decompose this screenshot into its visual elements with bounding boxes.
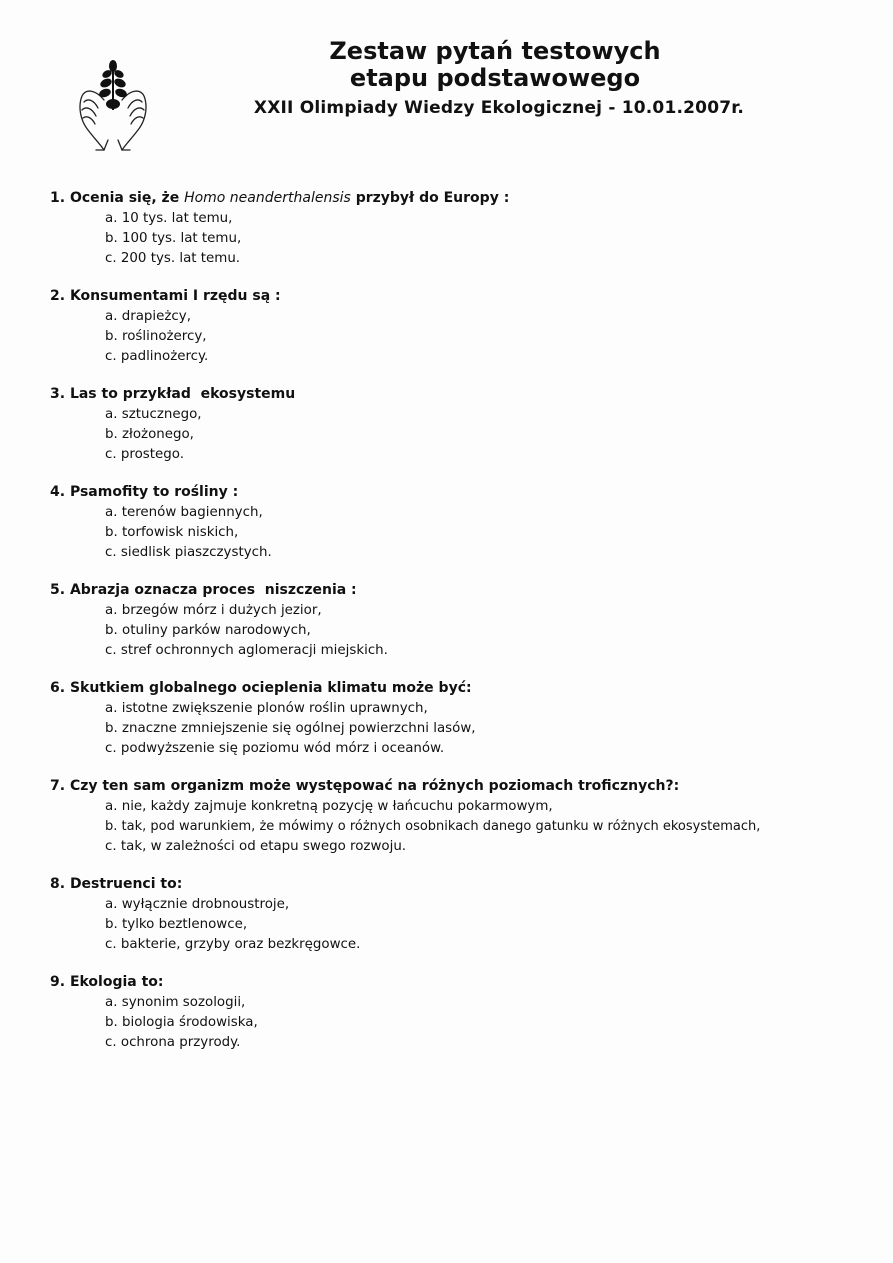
question-text: Destruenci to: <box>69 876 183 892</box>
answer-option: a. brzegów mórz i dużych jezior, <box>105 603 322 618</box>
question-title <box>50 972 850 993</box>
answer-option: c. padlinożercy. <box>105 349 209 364</box>
answer-option: b. otuliny parków narodowych, <box>105 623 311 638</box>
title-line-1: Zestaw pytań testowych <box>329 37 661 65</box>
question-text: Abrazja oznacza proces niszczenia : <box>69 582 357 598</box>
question-title <box>50 874 850 895</box>
question-title <box>50 286 850 307</box>
question-text: Ekologia to: <box>69 974 164 990</box>
answer-option: c. bakterie, grzyby oraz bezkręgowce. <box>105 937 361 952</box>
question-text: Konsumentami I rzędu są : <box>69 288 281 304</box>
question-2 <box>50 286 850 367</box>
question-title <box>50 678 850 699</box>
question-text: Las to przykład ekosystemu <box>69 386 296 402</box>
answer-option: b. biologia środowiska, <box>105 1015 258 1030</box>
question-number: 5. <box>50 582 66 598</box>
answer-option: c. siedlisk piaszczystych. <box>105 545 272 560</box>
answer-option: a. istotne zwiększenie plonów roślin uprawnych, <box>105 701 428 716</box>
answer-option: b. torfowisk niskich, <box>105 525 239 540</box>
answer-option: b. złożonego, <box>105 427 194 442</box>
olympiad-logo-hands-plant-icon <box>74 58 152 156</box>
question-6 <box>50 678 850 759</box>
answer-option: c. prostego. <box>105 447 184 462</box>
question-title <box>50 188 850 209</box>
answer-option: c. ochrona przyrody. <box>105 1035 241 1050</box>
answer-option: a. nie, każdy zajmuje konkretną pozycję w łańcuchu pokarmowym, <box>105 799 553 814</box>
question-number: 1. <box>50 190 66 206</box>
subtitle: XXII Olimpiady Wiedzy Ekologicznej - 10.01.2007r. <box>253 98 745 118</box>
question-number: 7. <box>50 778 66 794</box>
question-text: Czy ten sam organizm może występować na różnych poziomach troficznych?: <box>69 778 680 794</box>
answer-option: b. tylko beztlenowce, <box>105 917 248 932</box>
answer-option: a. drapieżcy, <box>105 309 191 324</box>
question-text: Skutkiem globalnego ocieplenia klimatu może być: <box>69 680 472 696</box>
answer-option: c. tak, w zależności od etapu swego rozwoju. <box>105 839 407 854</box>
question-text-italic: Homo neanderthalensis <box>184 190 351 206</box>
question-title <box>50 384 850 405</box>
title-line-2: etapu podstawowego <box>349 64 641 92</box>
answer-option: a. wyłącznie drobnoustroje, <box>105 897 290 912</box>
document-header <box>200 38 800 119</box>
question-number: 8. <box>50 876 66 892</box>
answer-option: a. synonim sozologii, <box>105 995 246 1010</box>
question-number: 2. <box>50 288 66 304</box>
answer-option: c. stref ochronnych aglomeracji miejskich. <box>105 643 388 658</box>
question-3 <box>50 384 850 465</box>
question-number: 4. <box>50 484 66 500</box>
question-title <box>50 776 850 797</box>
question-8 <box>50 874 850 955</box>
answer-option: b. znaczne zmniejszenie się ogólnej powierzchni lasów, <box>105 721 476 736</box>
answer-option: c. podwyższenie się poziomu wód mórz i oceanów. <box>105 741 445 756</box>
question-text-after: przybył do Europy : <box>355 190 510 206</box>
question-5 <box>50 580 850 661</box>
question-number: 6. <box>50 680 66 696</box>
question-text: Psamofity to rośliny : <box>69 484 239 500</box>
answer-option: c. 200 tys. lat temu. <box>105 251 241 266</box>
answer-option: b. 100 tys. lat temu, <box>105 231 242 246</box>
question-title <box>50 482 850 503</box>
answer-option: a. 10 tys. lat temu, <box>105 211 233 226</box>
answer-option: a. sztucznego, <box>105 407 202 422</box>
question-9 <box>50 972 850 1053</box>
question-7 <box>50 776 850 857</box>
question-list <box>50 188 850 1070</box>
answer-option: a. terenów bagiennych, <box>105 505 263 520</box>
question-1 <box>50 188 850 269</box>
question-4 <box>50 482 850 563</box>
answer-option: b. tak, pod warunkiem, że mówimy o różnych osobnikach danego gatunku w różnych ekosystemach, <box>105 819 761 834</box>
answer-option: b. roślinożercy, <box>105 329 207 344</box>
question-number: 9. <box>50 974 66 990</box>
question-text-before: Ocenia się, że <box>69 190 180 206</box>
question-title <box>50 580 850 601</box>
question-number: 3. <box>50 386 66 402</box>
